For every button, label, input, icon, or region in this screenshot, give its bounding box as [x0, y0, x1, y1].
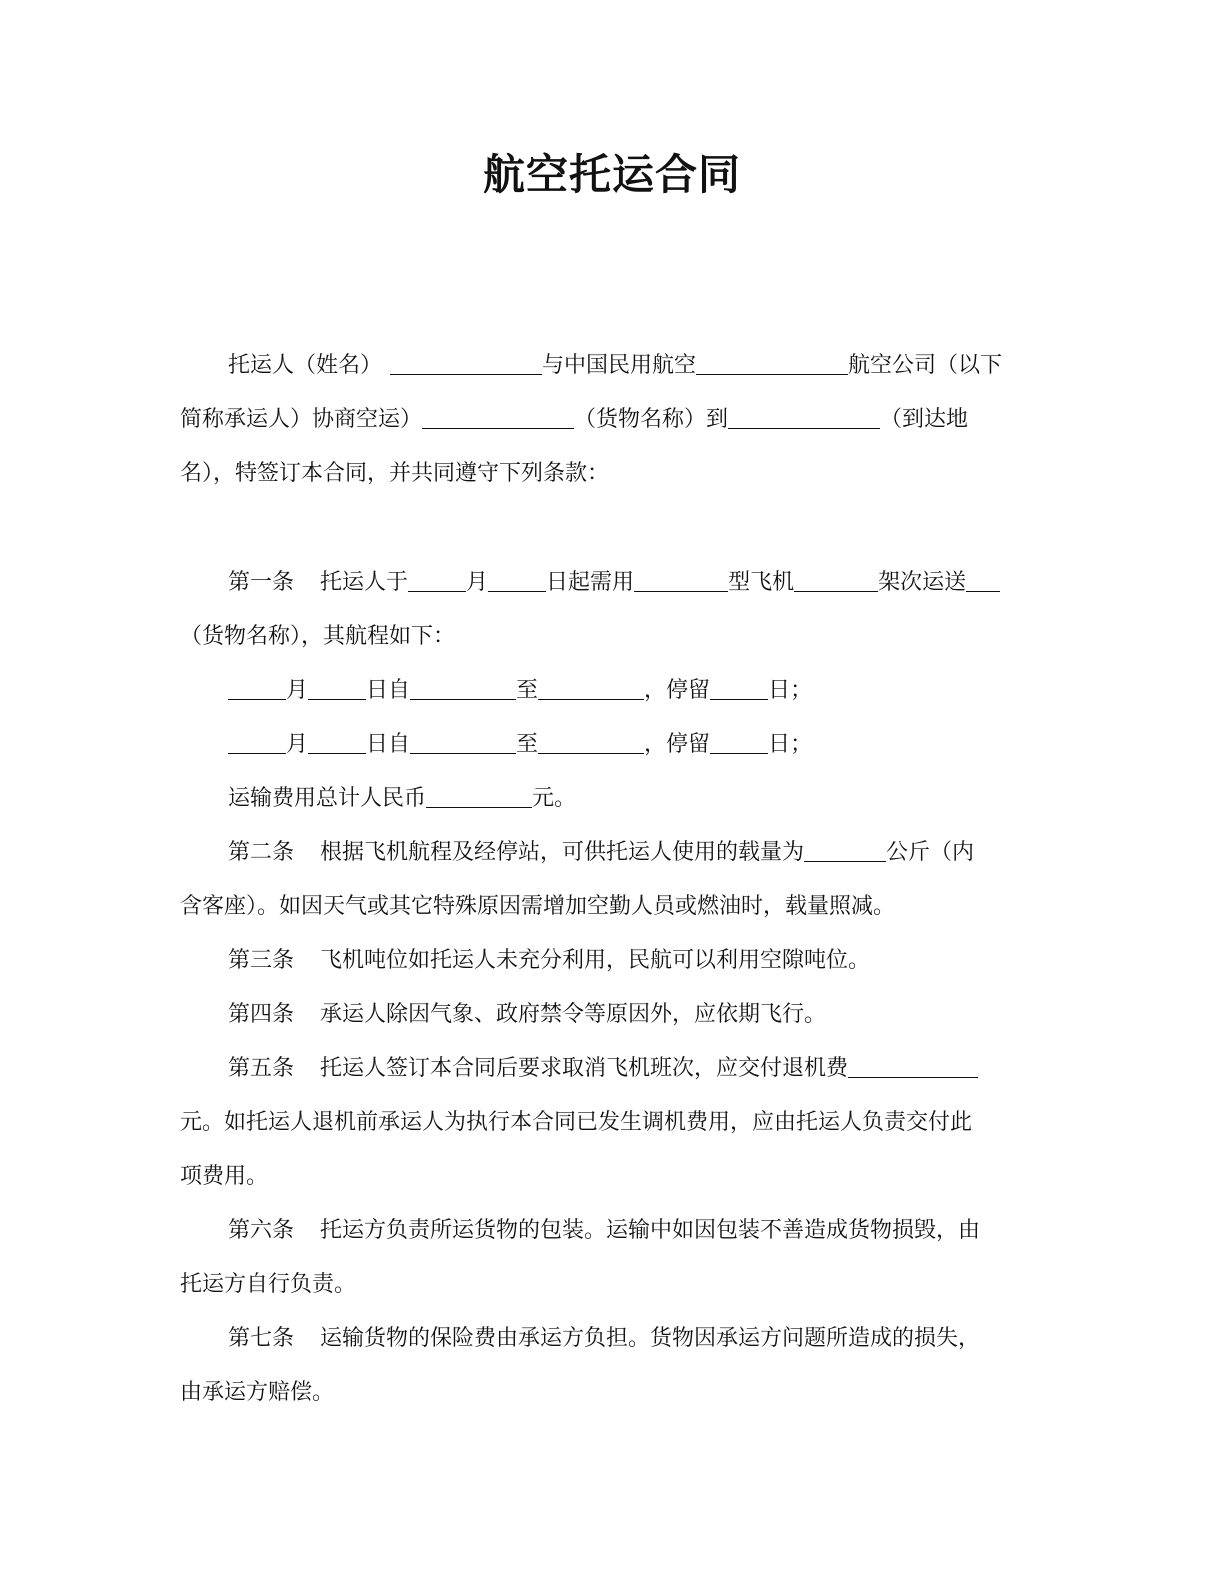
- article-2-line-1: 第二条 根据飞机航程及经停站，可供托运人使用的载量为 公斤（内: [228, 840, 975, 865]
- article-5-line-1: 第五条 托运人签订本合同后要求取消飞机班次，应交付退机费: [228, 1054, 1040, 1084]
- article-5-line-3: 项费用。: [180, 1164, 269, 1189]
- airline-name-blank: [696, 352, 848, 375]
- document-title: 航空托运合同: [482, 150, 741, 199]
- article-7-line-2: 由承运方赔偿。: [180, 1380, 335, 1405]
- route-line-1: 月 日自 至 ，停留 日；: [228, 676, 1040, 706]
- article-6-line-1: 第六条 托运方负责所运货物的包装。运输中如因包装不善造成货物损毁，由: [228, 1218, 981, 1243]
- article-2-line-2: 含客座）。如因天气或其它特殊原因需增加空勤人员或燃油时，载量照减。: [180, 894, 896, 919]
- article-6-line-2: 托运方自行负责。: [180, 1272, 357, 1297]
- article-5-line-2: 元。如托运人退机前承运人为执行本合同已发生调机费用，应由托运人负责交付此: [180, 1110, 973, 1135]
- cargo-blank: [966, 569, 1000, 592]
- article-3: 第三条 飞机吨位如托运人未充分利用，民航可以利用空隙吨位。: [228, 948, 871, 973]
- intro-line-1: 托运人（姓名） 与中国民用航空 航空公司（以下: [228, 353, 1003, 378]
- intro-line-3: 名），特签订本合同，并共同遵守下列条款：: [180, 461, 610, 486]
- article-1-line-2: （货物名称），其航程如下：: [180, 624, 456, 649]
- sorties-blank: [794, 569, 878, 592]
- cancellation-fee-blank: [848, 1055, 978, 1078]
- shipper-name-blank: [390, 352, 542, 375]
- freight-total-line: 运输费用总计人民币 元。: [228, 786, 577, 811]
- route-line-2: 月 日自 至 ，停留 日；: [228, 730, 1040, 760]
- article-4: 第四条 承运人除因气象、政府禁令等原因外，应依期飞行。: [228, 1002, 827, 1027]
- aircraft-type-blank: [634, 569, 728, 592]
- cargo-name-blank: [422, 406, 574, 429]
- start-month-blank: [408, 569, 466, 592]
- freight-amount-blank: [426, 785, 532, 808]
- article-1-line-1: 第一条 托运人于 月 日起需用 型飞机 架次运送: [228, 568, 1040, 598]
- payload-blank: [804, 839, 886, 862]
- article-7-line-1: 第七条 运输货物的保险费由承运方负担。货物因承运方问题所造成的损失，: [228, 1326, 981, 1351]
- intro-line-2: 简称承运人）协商空运） （货物名称）到 （到达地: [180, 407, 969, 432]
- destination-blank: [728, 406, 880, 429]
- start-day-blank: [488, 569, 546, 592]
